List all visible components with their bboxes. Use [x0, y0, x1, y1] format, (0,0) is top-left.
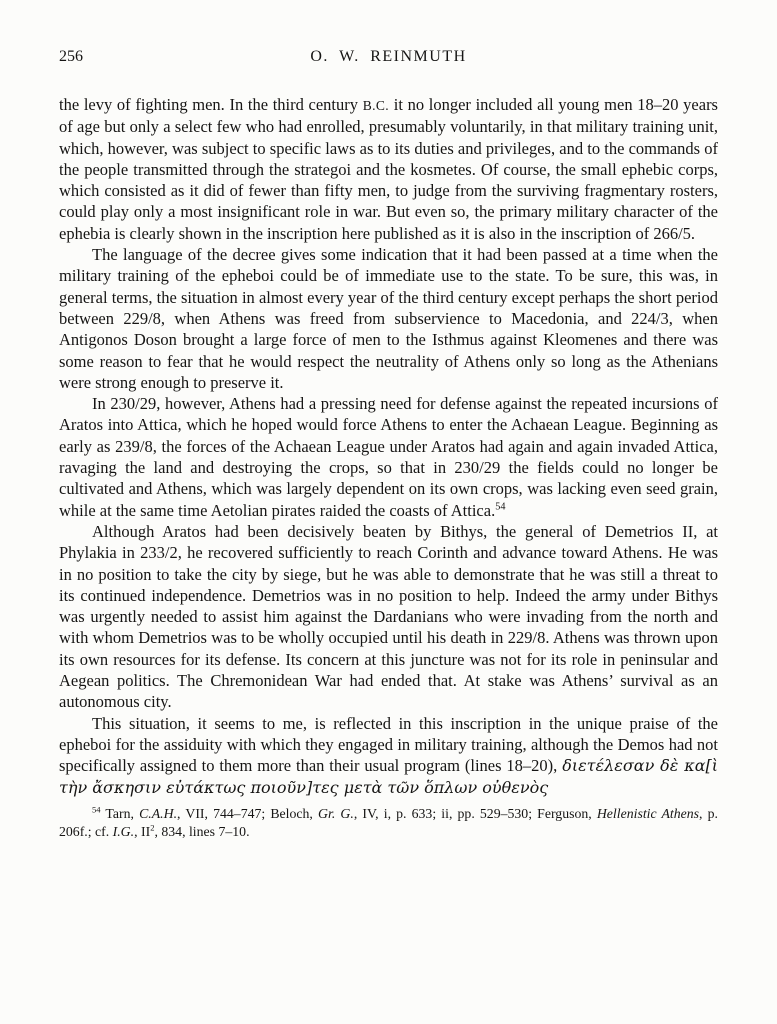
body-text — [59, 94, 718, 798]
page-number: 256 — [59, 48, 83, 65]
paragraph-2: The language of the decree gives some indication that it had been passed at a time when the military training of the epheboi could be of immediate use to the state. To be sure, this was, in general terms, the situation in almost every year of the third century except perhaps the short period between 229/8, when Athens was freed from subservience to Macedonia, and 224/3, when Antigonos Doson brought a large force of men to the Isthmus against Kleomenes and there was some reason to fear that he would respect the neutrality of Athens only so long as the Athenians were strong enough to preserve it. — [59, 245, 718, 392]
footnote-54: $^{54}$ Tarn, C.A.H., VII, 744–747; Beloch, Gr. G., IV, i, p. 633; ii, pp. 529–530; Ferguson, Hellenistic Athens, p. 206f.; cf. I.G., $II^2$, 834, lines 7–10. — [59, 804, 718, 840]
running-head: O. W. REINMUTH — [310, 48, 467, 65]
footnote — [59, 805, 718, 842]
paragraph-1: the levy of fighting men. In the third century B.C. it no longer included all young men 18–20 years of age but only a select few who had enrolled, presumably voluntarily, in that military training unit, which, however, was subject to specific laws as to its duties and privileges, and to the commands of the people transmitted through the strategoi and the kosmetes. Of course, the small ephebic corps, which consisted as it did of fewer than fifty men, to judge from the surviving fragmentary rosters, could play only a most insignificant role in war. But even so, the primary military character of the ephebia is clearly shown in the inscription here published as it is also in the inscription of 266/5. — [59, 95, 718, 243]
paragraph-5: This situation, it seems to me, is reflected in this inscription in the unique praise of the epheboi for the assiduity with which they engaged in military training, although the Demos had not specifically assigned to them more than their usual program (lines 18–20), διετέλεσαν δὲ κα[ὶ τὴν ἄσκησιν εὐτάκτως ποιοῦν]τες μετὰ τῶν ὅπλων οὐθενὸς — [59, 713, 719, 797]
paragraph-4: Although Aratos had been decisively beaten by Bithys, the general of Demetrios II, at Phylakia in 233/2, he recovered sufficiently to reach Corinth and advance toward Athens. He was in no position to take the city by siege, but he was able to demonstrate that he was still a threat to its continued independence. Demetrios was in no position to help. Indeed the army under Bithys was urgently needed to assist him against the Dardanians who were invading from the north and with whom Demetrios was to be wholly occupied until his death in 229/8. Athens was thrown upon its own resources for its defense. Its concern at this juncture was not for its role in peninsular and Aegean politics. The Chremonidean War had ended that. At stake was Athens’ survival as an autonomous city. — [59, 521, 718, 712]
page-header — [59, 48, 718, 70]
paragraph-3: In 230/29, however, Athens had a pressing need for defense against the repeated incursions of Aratos into Attica, which he hoped would force Athens to enter the Achaean League. Beginning as early as 239/8, the forces of the Achaean League under Aratos had again and again invaded Attica, ravaging the land and destroying the crops, so that in 230/29 the fields could no longer be cultivated and Athens, which was largely dependent on its own crops, was lacking even seed grain, while at the same time Aetolian pirates raided the coasts of Attica.$^{54}$ — [59, 394, 718, 520]
